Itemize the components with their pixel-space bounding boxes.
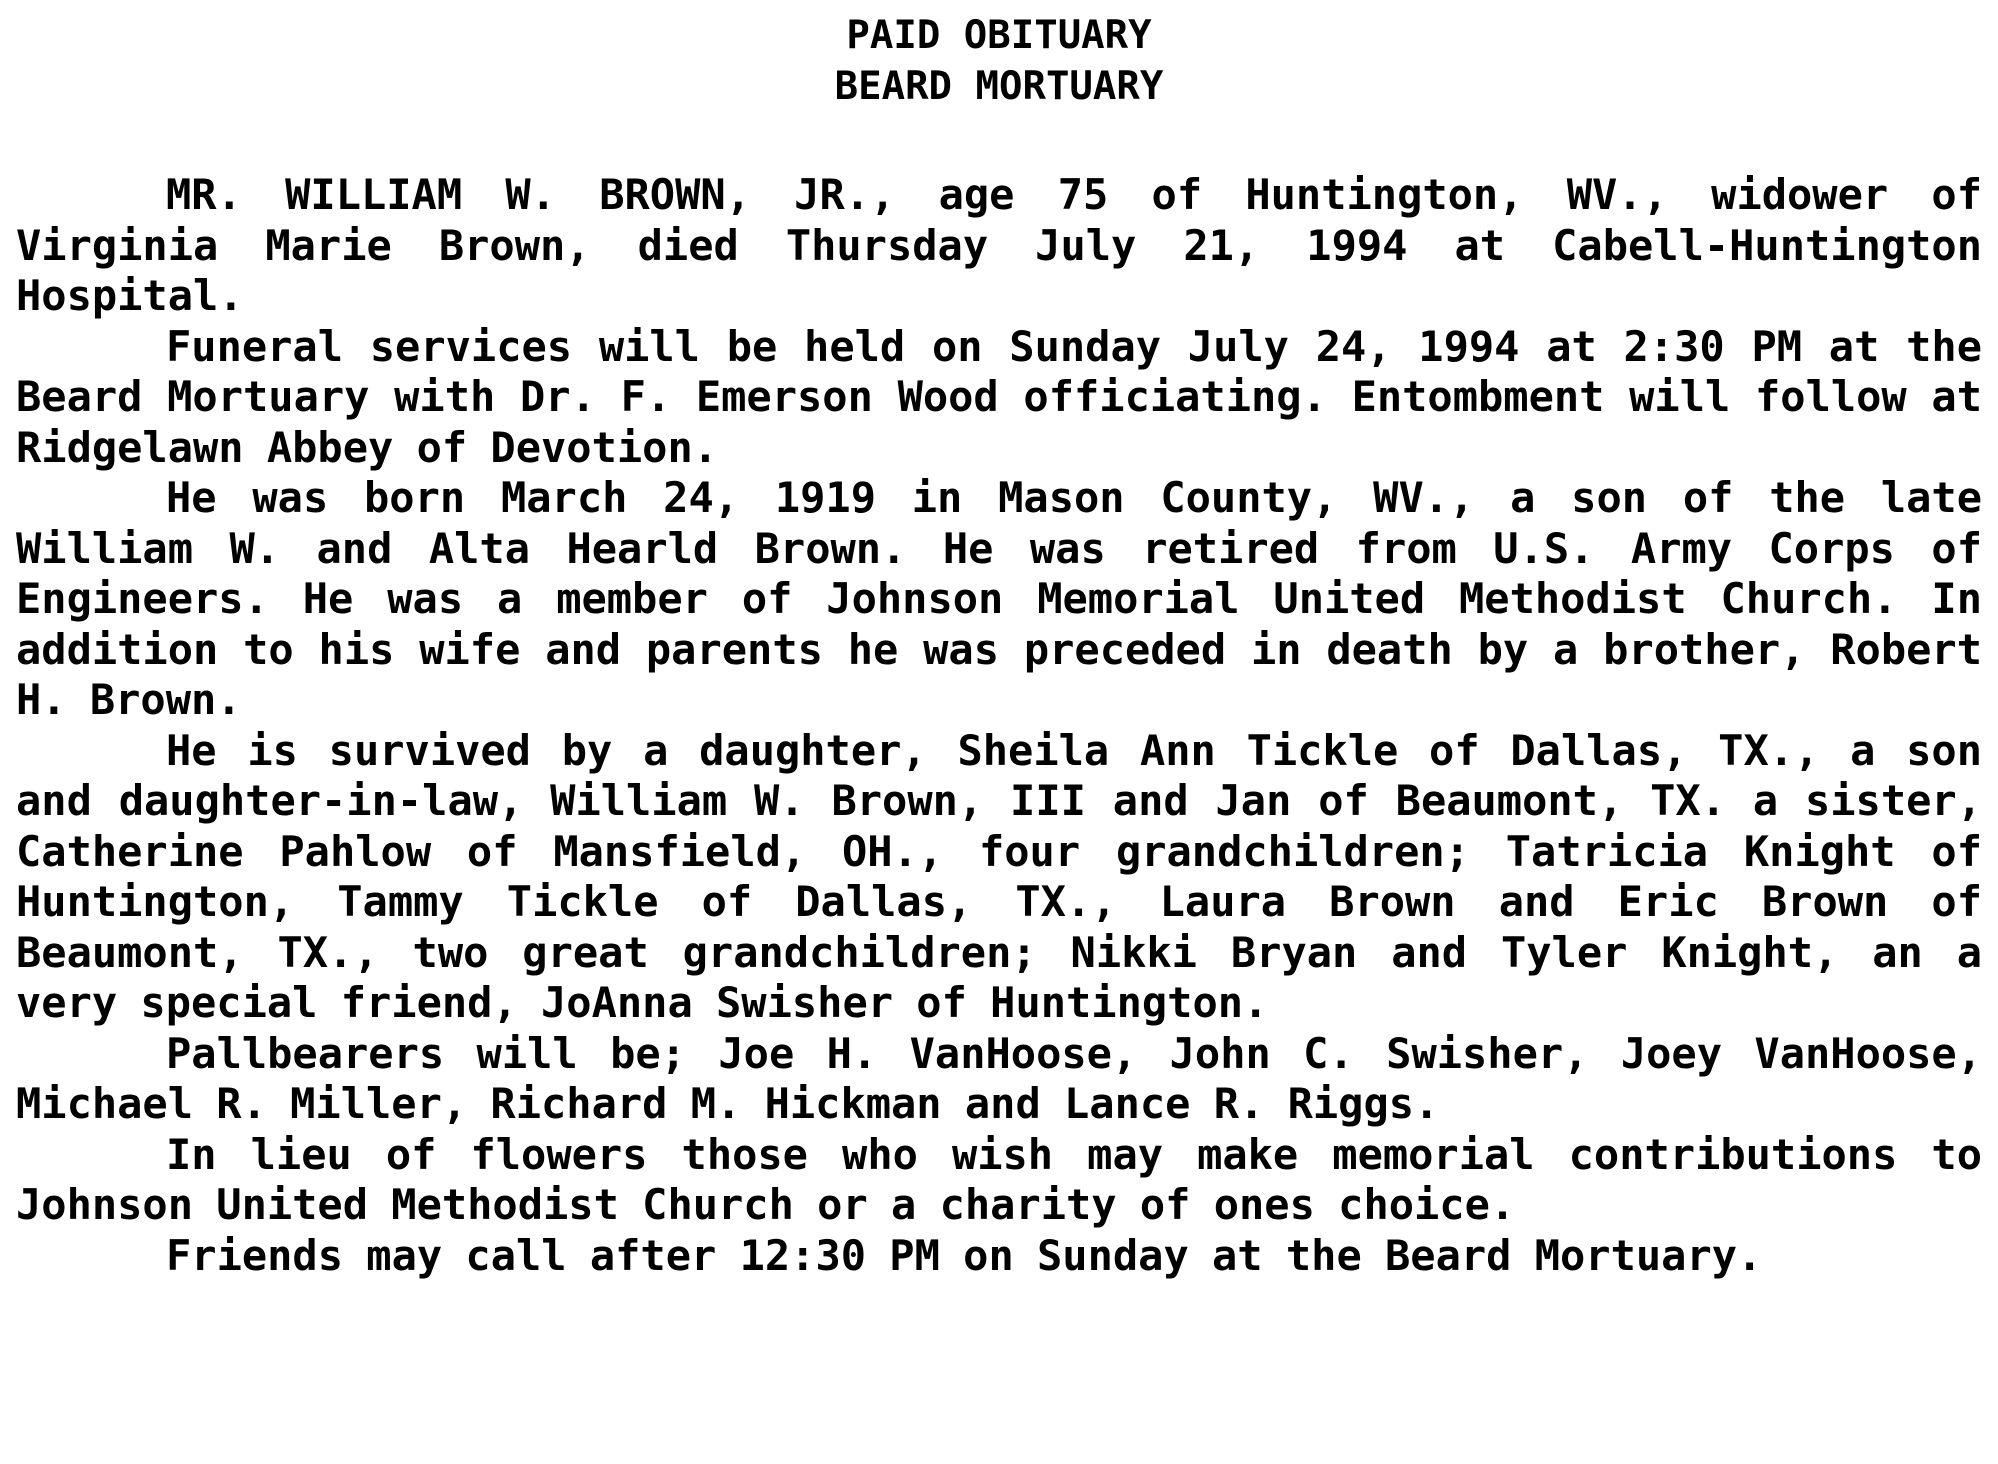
obituary-document bbox=[16, 10, 1982, 1281]
document-header bbox=[16, 10, 1982, 112]
paragraph-visitation: Friends may call after 12:30 PM on Sunday at the Beard Mortuary. bbox=[166, 1230, 1763, 1280]
paragraph-memorial: In lieu of flowers those who wish may make memorial contributions to Johnson United Methodist Church or a charity of ones choice. bbox=[16, 1129, 1982, 1229]
obituary-body bbox=[16, 170, 1982, 1281]
paragraph-survivors: He is survived by a daughter, Sheila Ann Tickle of Dallas, TX., a son and daughter-in-law, William W. Brown, III and Jan of Beaumont, TX. a sister, Catherine Pahlow of Mansfield, OH., four grandchildren; Tatricia Knight of Huntington, Tammy Tickle of Dallas, TX., Laura Brown and Eric Brown of Beaumont, TX., two great grandchildren; Nikki Bryan and Tyler Knight, an a very special friend, JoAnna Swisher of Huntington. bbox=[16, 725, 1982, 1027]
paragraph-pallbearers: Pallbearers will be; Joe H. VanHoose, John C. Swisher, Joey VanHoose, Michael R. Miller, Richard M. Hickman and Lance R. Riggs. bbox=[16, 1028, 1982, 1128]
paragraph-biography: He was born March 24, 1919 in Mason County, WV., a son of the late William W. and Alta Hearld Brown. He was retired from U.S. Army Corps of Engineers. He was a member of Johnson Memorial United Methodist Church. In addition to his wife and parents he was preceded in death by a brother, Robert H. Brown. bbox=[16, 473, 1982, 724]
paragraph-funeral-services: Funeral services will be held on Sunday July 24, 1994 at 2:30 PM at the Beard Mortuary with Dr. F. Emerson Wood officiating. Entombment will follow at Ridgelawn Abbey of Devotion. bbox=[16, 321, 1982, 472]
header-subtitle: BEARD MORTUARY bbox=[834, 64, 1164, 109]
header-title: PAID OBITUARY bbox=[846, 13, 1152, 58]
paragraph-announcement: MR. WILLIAM W. BROWN, JR., age 75 of Huntington, WV., widower of Virginia Marie Brown, died Thursday July 21, 1994 at Cabell-Huntington Hospital. bbox=[16, 170, 1982, 320]
